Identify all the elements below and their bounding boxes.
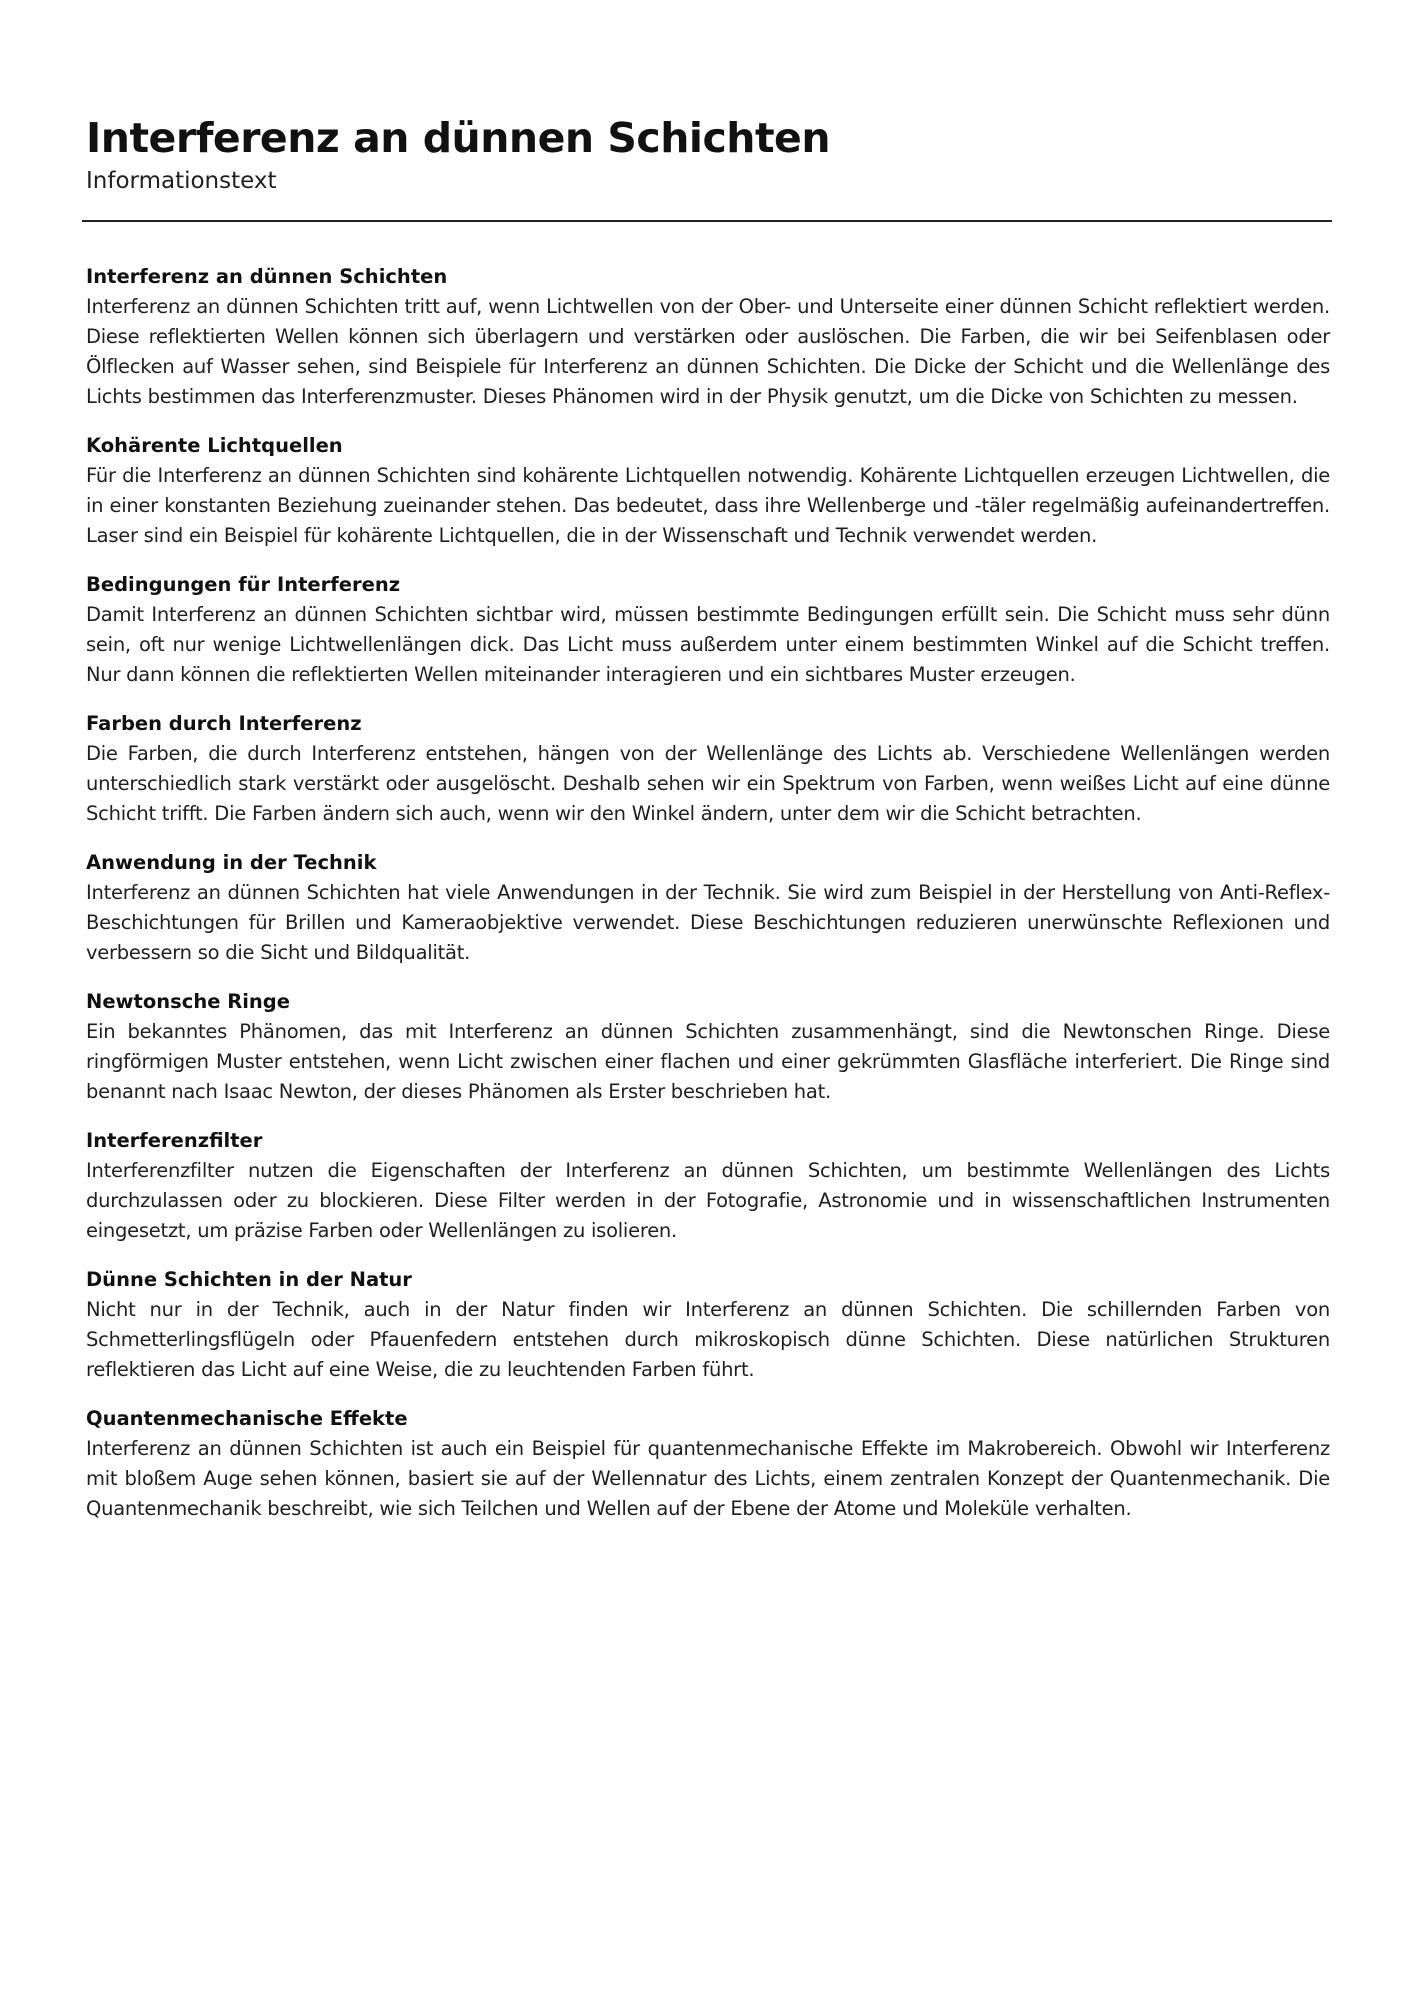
section-body: Interferenz an dünnen Schichten ist auch ein Beispiel für quantenmechanische Effekte im Makrobereich. Obwohl wir Interferenz mit bloßem Auge sehen können, basiert sie auf der Wellennatur des Lichts, einem zentralen Konzept der Quantenmechanik. Die Quantenmechanik beschreibt, wie sich Teilchen und Wellen auf der Ebene der Atome und Moleküle verhalten. — [86, 1437, 1330, 1520]
section-body: Interferenz an dünnen Schichten hat viele Anwendungen in der Technik. Sie wird zum Beispiel in der Herstellung von Anti-Reflex-Beschichtungen für Brillen und Kameraobjektive verwendet. Diese Beschichtungen reduzieren unerwünschte Reflexionen und verbessern so die Sicht und Bildqualität. — [86, 881, 1330, 964]
section-body: Ein bekanntes Phänomen, das mit Interferenz an dünnen Schichten zusammenhängt, sind die Newtonschen Ringe. Diese ringförmigen Muster entstehen, wenn Licht zwischen einer flachen und einer gekrümmten Glasfläche interferiert. Die Ringe sind benannt nach Isaac Newton, der dieses Phänomen als Erster beschrieben hat. — [86, 1020, 1330, 1103]
section-heading: Interferenz an dünnen Schichten — [86, 265, 448, 288]
section-farben — [86, 709, 1330, 829]
section-body: Interferenzfilter nutzen die Eigenschaften der Interferenz an dünnen Schichten, um bestimmte Wellenlängen des Lichts durchzulassen oder zu blockieren. Diese Filter werden in der Fotografie, Astronomie und in wissenschaftlichen Instrumenten eingesetzt, um präzise Farben oder Wellenlängen zu isolieren. — [86, 1159, 1330, 1242]
section-heading: Interferenzfilter — [86, 1129, 263, 1152]
section-heading: Anwendung in der Technik — [86, 851, 377, 874]
document-header — [86, 112, 1330, 196]
section-anwendung-technik — [86, 848, 1330, 968]
section-quantenmechanik — [86, 1404, 1330, 1524]
section-kohaerente-lichtquellen — [86, 431, 1330, 551]
section-interferenz-duenne-schichten — [86, 262, 1330, 412]
header-divider — [82, 220, 1332, 222]
section-heading: Kohärente Lichtquellen — [86, 434, 343, 457]
section-heading: Quantenmechanische Effekte — [86, 1407, 408, 1430]
section-heading: Dünne Schichten in der Natur — [86, 1268, 412, 1291]
document-content — [86, 262, 1330, 1543]
section-body: Nicht nur in der Technik, auch in der Natur finden wir Interferenz an dünnen Schichten. Die schillernden Farben von Schmetterlingsflügeln oder Pfauenfedern entstehen durch mikroskopisch dünne Schichten. Diese natürlichen Strukturen reflektieren das Licht auf eine Weise, die zu leuchtenden Farben führt. — [86, 1298, 1330, 1381]
section-interferenzfilter — [86, 1126, 1330, 1246]
document-subtitle: Informationstext — [86, 168, 277, 194]
section-heading: Bedingungen für Interferenz — [86, 573, 401, 596]
section-body: Für die Interferenz an dünnen Schichten sind kohärente Lichtquellen notwendig. Kohärente Lichtquellen erzeugen Lichtwellen, die in einer konstanten Beziehung zueinander stehen. Das bedeutet, dass ihre Wellenberge und -täler regelmäßig aufeinandertreffen. Laser sind ein Beispiel für kohärente Lichtquellen, die in der Wissenschaft und Technik verwendet werden. — [86, 464, 1330, 547]
section-bedingungen — [86, 570, 1330, 690]
section-body: Damit Interferenz an dünnen Schichten sichtbar wird, müssen bestimmte Bedingungen erfüllt sein. Die Schicht muss sehr dünn sein, oft nur wenige Lichtwellenlängen dick. Das Licht muss außerdem unter einem bestimmten Winkel auf die Schicht treffen. Nur dann können die reflektierten Wellen miteinander interagieren und ein sichtbares Muster erzeugen. — [86, 603, 1330, 686]
section-heading: Farben durch Interferenz — [86, 712, 362, 735]
section-body: Interferenz an dünnen Schichten tritt auf, wenn Lichtwellen von der Ober- und Unterseite einer dünnen Schicht reflektiert werden. Diese reflektierten Wellen können sich überlagern und verstärken oder auslöschen. Die Farben, die wir bei Seifenblasen oder Ölflecken auf Wasser sehen, sind Beispiele für Interferenz an dünnen Schichten. Die Dicke der Schicht und die Wellenlänge des Lichts bestimmen das Interferenzmuster. Dieses Phänomen wird in der Physik genutzt, um die Dicke von Schichten zu messen. — [86, 295, 1330, 408]
section-body: Die Farben, die durch Interferenz entstehen, hängen von der Wellenlänge des Lichts ab. Verschiedene Wellenlängen werden unterschiedlich stark verstärkt oder ausgelöscht. Deshalb sehen wir ein Spektrum von Farben, wenn weißes Licht auf eine dünne Schicht trifft. Die Farben ändern sich auch, wenn wir den Winkel ändern, unter dem wir die Schicht betrachten. — [86, 742, 1330, 825]
section-natur — [86, 1265, 1330, 1385]
section-heading: Newtonsche Ringe — [86, 990, 290, 1013]
document-title: Interferenz an dünnen Schichten — [86, 114, 831, 162]
section-newtonsche-ringe — [86, 987, 1330, 1107]
